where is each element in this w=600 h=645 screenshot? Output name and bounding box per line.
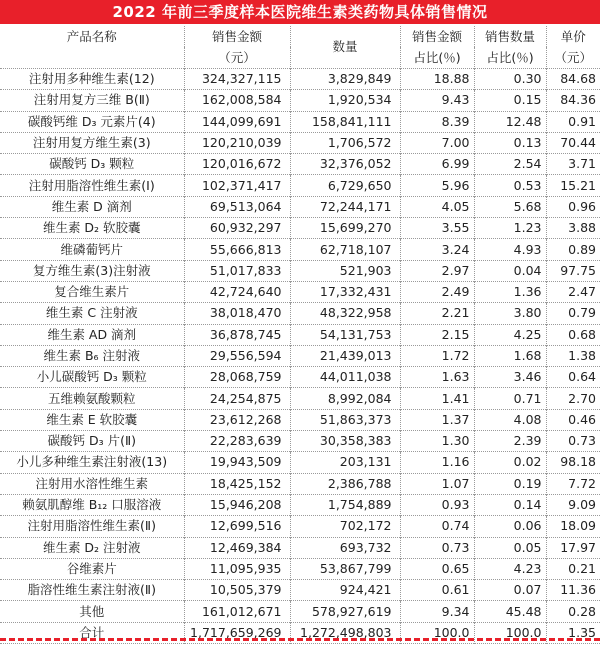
cell-quantity: 44,011,038: [290, 367, 400, 388]
cell-product-name: 维生素 E 软胶囊: [0, 409, 184, 430]
cell-quantity: 15,699,270: [290, 218, 400, 239]
header-qty-share-unit: 占比(％): [474, 47, 546, 69]
table-row: [0, 132, 600, 153]
cell-quantity: 6,729,650: [290, 175, 400, 196]
table-row: [0, 580, 600, 601]
cell-qty-share: 0.30: [474, 69, 546, 90]
cell-product-name: 维生素 C 注射液: [0, 303, 184, 324]
table-row: [0, 111, 600, 132]
cell-unit-price: 0.91: [568, 113, 596, 129]
cell-sales-amount: 28,068,759: [184, 367, 290, 388]
table-row: [0, 154, 600, 175]
table-row: [0, 239, 600, 260]
cell-sales-share: 1.41: [400, 388, 474, 409]
cell-product-name: 复方维生素(3)注射液: [0, 260, 184, 281]
cell-product-name: 注射用复方三维 B(Ⅱ): [0, 90, 184, 111]
cell-sales-share: 1.16: [400, 452, 474, 473]
table-row: [0, 324, 600, 345]
cell-sales-amount: 161,012,671: [184, 601, 290, 622]
cell-sales-amount: 60,932,297: [184, 218, 290, 239]
table-row: [0, 367, 600, 388]
header-price-unit: （元）: [554, 49, 592, 65]
cell-product-name: 赖氨肌醇维 B₁₂ 口服溶液: [0, 494, 184, 515]
cell-sales-amount: 120,016,672: [184, 154, 290, 175]
cell-sales-share: 1.72: [400, 345, 474, 366]
cell-product-name: 小儿多种维生素注射液(13): [0, 452, 184, 473]
cell-qty-share: 2.54: [474, 154, 546, 175]
cell-qty-share: 4.25: [474, 324, 546, 345]
cell-unit-price: 97.75: [560, 262, 596, 278]
cell-sales-amount: 10,505,379: [184, 580, 290, 601]
table-row: [0, 260, 600, 281]
cell-product-name: 注射用多种维生素(12): [0, 69, 184, 90]
cell-qty-share: 0.53: [474, 175, 546, 196]
header-row-1: [0, 26, 600, 47]
cell-unit-price: 98.18: [560, 454, 596, 470]
cell-sales-amount: 18,425,152: [184, 473, 290, 494]
cell-sales-amount: 1,717,659,269: [184, 622, 290, 643]
cell-product-name: 谷维素片: [0, 558, 184, 579]
cell-qty-share: 1.36: [474, 281, 546, 302]
header-name-blank: [0, 47, 184, 69]
cell-sales-amount: 55,666,813: [184, 239, 290, 260]
cell-unit-price: 0.46: [568, 411, 596, 427]
cell-sales-amount: 38,018,470: [184, 303, 290, 324]
table-row: [0, 388, 600, 409]
cell-unit-price: 9.09: [568, 497, 596, 513]
cell-sales-share: 0.73: [400, 537, 474, 558]
cell-quantity: 51,863,373: [290, 409, 400, 430]
cell-sales-share: 9.34: [400, 601, 474, 622]
cell-quantity: 578,927,619: [290, 601, 400, 622]
cell-sales-share: 2.21: [400, 303, 474, 324]
cell-quantity: 48,322,958: [290, 303, 400, 324]
table-row: [0, 69, 600, 90]
cell-quantity: 62,718,107: [290, 239, 400, 260]
cell-quantity: 32,376,052: [290, 154, 400, 175]
header-sales-unit: （元）: [184, 47, 290, 69]
cell-product-name: 维生素 AD 滴剂: [0, 324, 184, 345]
cell-sales-amount: 23,612,268: [184, 409, 290, 430]
cell-qty-share: 0.04: [474, 260, 546, 281]
cell-quantity: 1,754,889: [290, 494, 400, 515]
cell-unit-price: 0.73: [568, 433, 596, 449]
cell-product-name: 复合维生素片: [0, 281, 184, 302]
cell-qty-share: 100.0: [474, 622, 546, 643]
table-row: [0, 516, 600, 537]
cell-sales-share: 2.49: [400, 281, 474, 302]
cell-sales-amount: 15,946,208: [184, 494, 290, 515]
cell-quantity: 21,439,013: [290, 345, 400, 366]
cell-unit-price: 18.09: [560, 518, 596, 534]
cell-sales-amount: 12,699,516: [184, 516, 290, 537]
cell-sales-share: 5.96: [400, 175, 474, 196]
cell-qty-share: 0.13: [474, 132, 546, 153]
cell-product-name: 维生素 B₆ 注射液: [0, 345, 184, 366]
bottom-dashed-rule: [0, 638, 600, 641]
cell-sales-share: 2.97: [400, 260, 474, 281]
header-name: 产品名称: [0, 26, 184, 47]
cell-qty-share: 3.80: [474, 303, 546, 324]
cell-sales-amount: 69,513,064: [184, 196, 290, 217]
cell-product-name: 维生素 D 滴剂: [0, 196, 184, 217]
header-sales-share: 销售金额: [400, 26, 474, 47]
cell-product-name: 碳酸钙维 D₃ 元素片(4): [0, 111, 184, 132]
cell-unit-price: 0.89: [568, 241, 596, 257]
table-row: [0, 196, 600, 217]
cell-product-name: 合计: [0, 622, 184, 643]
cell-sales-amount: 324,327,115: [184, 69, 290, 90]
cell-sales-share: 0.74: [400, 516, 474, 537]
header-qty: 数量: [290, 26, 400, 69]
cell-qty-share: 4.08: [474, 409, 546, 430]
cell-qty-share: 0.05: [474, 537, 546, 558]
table-row: [0, 537, 600, 558]
cell-product-name: 维生素 D₂ 软胶囊: [0, 218, 184, 239]
cell-quantity: 8,992,084: [290, 388, 400, 409]
cell-product-name: 维生素 D₂ 注射液: [0, 537, 184, 558]
cell-sales-amount: 144,099,691: [184, 111, 290, 132]
cell-quantity: 158,841,111: [290, 111, 400, 132]
cell-sales-amount: 51,017,833: [184, 260, 290, 281]
cell-product-name: 五维赖氨酸颗粒: [0, 388, 184, 409]
cell-qty-share: 0.06: [474, 516, 546, 537]
cell-quantity: 2,386,788: [290, 473, 400, 494]
cell-unit-price: 3.88: [568, 220, 596, 236]
cell-unit-price: 0.21: [568, 560, 596, 576]
table-row: [0, 452, 600, 473]
cell-sales-amount: 102,371,417: [184, 175, 290, 196]
cell-qty-share: 0.15: [474, 90, 546, 111]
cell-product-name: 注射用脂溶性维生素(Ⅰ): [0, 175, 184, 196]
cell-sales-amount: 36,878,745: [184, 324, 290, 345]
cell-quantity: 924,421: [290, 580, 400, 601]
cell-sales-amount: 12,469,384: [184, 537, 290, 558]
cell-quantity: 17,332,431: [290, 281, 400, 302]
cell-qty-share: 0.14: [474, 494, 546, 515]
cell-sales-share: 8.39: [400, 111, 474, 132]
cell-quantity: 203,131: [290, 452, 400, 473]
cell-qty-share: 0.07: [474, 580, 546, 601]
cell-sales-share: 4.05: [400, 196, 474, 217]
cell-qty-share: 0.71: [474, 388, 546, 409]
cell-quantity: 54,131,753: [290, 324, 400, 345]
cell-sales-share: 2.15: [400, 324, 474, 345]
cell-sales-share: 9.43: [400, 90, 474, 111]
table-row: [0, 409, 600, 430]
table-row: [0, 601, 600, 622]
cell-qty-share: 4.93: [474, 239, 546, 260]
cell-sales-share: 1.07: [400, 473, 474, 494]
cell-sales-share: 0.61: [400, 580, 474, 601]
cell-sales-amount: 11,095,935: [184, 558, 290, 579]
cell-unit-price: 2.70: [568, 390, 596, 406]
cell-product-name: 注射用脂溶性维生素(Ⅱ): [0, 516, 184, 537]
cell-sales-amount: 162,008,584: [184, 90, 290, 111]
table-row: [0, 303, 600, 324]
table-row: [0, 558, 600, 579]
cell-product-name: 其他: [0, 601, 184, 622]
cell-unit-price: 84.68: [560, 71, 596, 87]
cell-product-name: 维磷葡钙片: [0, 239, 184, 260]
cell-quantity: 53,867,799: [290, 558, 400, 579]
cell-unit-price: 0.79: [568, 305, 596, 321]
cell-unit-price: 11.36: [560, 582, 596, 598]
cell-sales-amount: 120,210,039: [184, 132, 290, 153]
cell-sales-share: 0.65: [400, 558, 474, 579]
cell-product-name: 注射用复方维生素(3): [0, 132, 184, 153]
cell-unit-price: 0.64: [568, 369, 596, 385]
cell-qty-share: 0.02: [474, 452, 546, 473]
cell-unit-price: 0.68: [568, 326, 596, 342]
cell-quantity: 72,244,171: [290, 196, 400, 217]
table-row: [0, 473, 600, 494]
table-row: [0, 345, 600, 366]
vitamin-sales-table: [0, 26, 600, 644]
cell-product-name: 碳酸钙 D₃ 片(Ⅱ): [0, 431, 184, 452]
cell-quantity: 693,732: [290, 537, 400, 558]
cell-quantity: 521,903: [290, 260, 400, 281]
cell-qty-share: 12.48: [474, 111, 546, 132]
cell-qty-share: 5.68: [474, 196, 546, 217]
cell-unit-price: 2.47: [568, 284, 596, 300]
cell-unit-price: 84.36: [560, 92, 596, 108]
cell-sales-share: 0.93: [400, 494, 474, 515]
cell-sales-share: 1.30: [400, 431, 474, 452]
cell-sales-share: 1.63: [400, 367, 474, 388]
table-row: [0, 281, 600, 302]
cell-sales-share: 7.00: [400, 132, 474, 153]
cell-sales-share: 100.0: [400, 622, 474, 643]
cell-sales-share: 18.88: [400, 69, 474, 90]
header-qty-share: 销售数量: [474, 26, 546, 47]
cell-sales-amount: 22,283,639: [184, 431, 290, 452]
cell-qty-share: 0.19: [474, 473, 546, 494]
cell-unit-price: 0.28: [568, 603, 596, 619]
cell-qty-share: 1.68: [474, 345, 546, 366]
table-title: 2022 年前三季度样本医院维生素类药物具体销售情况: [0, 0, 600, 24]
cell-unit-price: 1.35: [568, 624, 596, 640]
cell-quantity: 1,272,498,803: [290, 622, 400, 643]
header-sales-share-unit: 占比(％): [400, 47, 474, 69]
cell-product-name: 注射用水溶性维生素: [0, 473, 184, 494]
cell-unit-price: 15.21: [560, 177, 596, 193]
cell-quantity: 1,706,572: [290, 132, 400, 153]
cell-quantity: 30,358,383: [290, 431, 400, 452]
table-header: [0, 26, 600, 69]
cell-quantity: 702,172: [290, 516, 400, 537]
cell-qty-share: 45.48: [474, 601, 546, 622]
cell-sales-share: 6.99: [400, 154, 474, 175]
cell-sales-amount: 29,556,594: [184, 345, 290, 366]
table-row: [0, 431, 600, 452]
cell-product-name: 碳酸钙 D₃ 颗粒: [0, 154, 184, 175]
cell-unit-price: 17.97: [560, 539, 596, 555]
table-row: [0, 494, 600, 515]
cell-unit-price: 3.71: [568, 156, 596, 172]
cell-sales-amount: 42,724,640: [184, 281, 290, 302]
table-row: [0, 175, 600, 196]
cell-quantity: 1,920,534: [290, 90, 400, 111]
cell-product-name: 小儿碳酸钙 D₃ 颗粒: [0, 367, 184, 388]
cell-quantity: 3,829,849: [290, 69, 400, 90]
cell-qty-share: 1.23: [474, 218, 546, 239]
table-body: [0, 69, 600, 644]
cell-sales-amount: 24,254,875: [184, 388, 290, 409]
cell-unit-price: 70.44: [560, 135, 596, 151]
cell-sales-share: 3.55: [400, 218, 474, 239]
cell-product-name: 脂溶性维生素注射液(Ⅱ): [0, 580, 184, 601]
cell-unit-price: 0.96: [568, 198, 596, 214]
cell-sales-amount: 19,943,509: [184, 452, 290, 473]
table-row: [0, 90, 600, 111]
cell-unit-price: 1.38: [568, 348, 596, 363]
cell-qty-share: 4.23: [474, 558, 546, 579]
cell-qty-share: 2.39: [474, 431, 546, 452]
cell-unit-price: 7.72: [568, 475, 596, 491]
cell-sales-share: 1.37: [400, 409, 474, 430]
header-sales: 销售金额: [184, 26, 290, 47]
cell-sales-share: 3.24: [400, 239, 474, 260]
header-price: 单价: [560, 28, 586, 44]
table-row: [0, 218, 600, 239]
cell-qty-share: 3.46: [474, 367, 546, 388]
